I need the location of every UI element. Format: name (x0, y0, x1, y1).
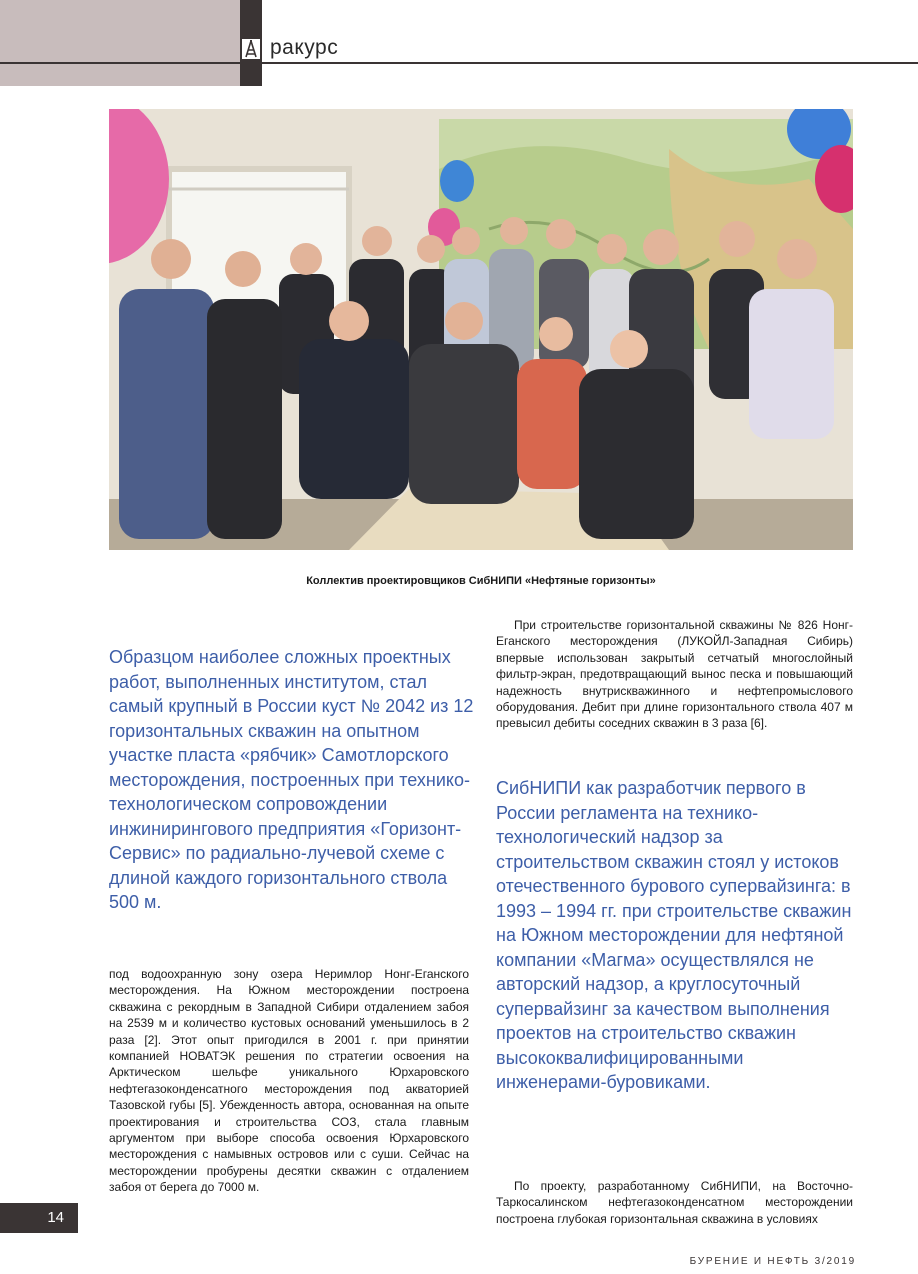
group-photo (109, 109, 853, 550)
header-rule (0, 62, 918, 64)
body-text-right-top: При строительстве горизонтальной скважины № 826 Нонг-Еганского месторождения (ЛУКОЙЛ-Западная Сибирь) впервые использован закрытый сетчатый многослойный фильтр-экран, предотвращающий вынос песка и повышающий надежность внутрискважинного и нефтепромыслового оборудования. Дебит при длине горизонтального ствола 407 м превысил дебиты соседних скважин в 3 раза [6]. (496, 618, 853, 731)
pull-quote-right: СибНИПИ как разработчик первого в России регламента на технико-технологический надзор за строительством скважин стоял у истоков отечественного бурового супервайзинга: в 1993 – 1994 гг. при строительстве скважин на Южном месторождении для нефтяной компании «Магма» осуществлялся не авторский надзор, а круглосуточный супервайзинг за качеством выполнения проектов на строительство скважин высококвалифицированными инженерами-буровиками. (496, 778, 852, 1092)
body-text-right-bottom: По проекту, разработанному СибНИПИ, на Восточно-Таркосалинском нефтегазоконденсатном месторождении построена глубокая горизонтальная скважина в условиях (496, 1179, 853, 1226)
section-title: ракурс (270, 36, 339, 59)
journal-name: БУРЕНИЕ И НЕФТЬ 3/2019 (689, 1256, 856, 1267)
page-number: 14 (0, 1203, 78, 1233)
derrick-logo-icon (242, 39, 260, 59)
pull-quote-left: Образцом наиболее сложных проектных работ, выполненных институтом, стал самый крупный в России куст № 2042 из 12 горизонтальных скважин на опытном участке пласта «рябчик» Самотлорского месторождения, построенных при технико-технологическом сопровождении инжинирингового предприятия «Горизонт-Сервис» по радиально-лучевой схеме с длиной каждого горизонтального ствола 500 м. (109, 647, 474, 912)
body-text-left: под водоохранную зону озера Неримлор Нонг-Еганского месторождения. На Южном месторождении построена скважина с рекордным в Западной Сибири отдалением забоя на 2539 м и количество кустовых оснований уменьшилось в 2 раза [2]. Этот опыт пригодился в 2001 г. при принятии компанией НОВАТЭК решения по стратегии освоения на Арктическом шельфе уникального Юрхаровского нефтегазоконденсатного месторождения под акваторией Тазовской губы [5]. Убежденность автора, основанная на опыте проектирования и строительства СОЗ, стала главным аргументом при выборе способа освоения Юрхаровского месторождения с намывных островов или с суши. Сейчас на месторождении пробурены десятки скважин с отдалением забоя от берега до 7000 м. (109, 967, 469, 1195)
header-band (0, 0, 240, 86)
photo-caption: Коллектив проектировщиков СибНИПИ «Нефтяные горизонты» (306, 575, 656, 587)
